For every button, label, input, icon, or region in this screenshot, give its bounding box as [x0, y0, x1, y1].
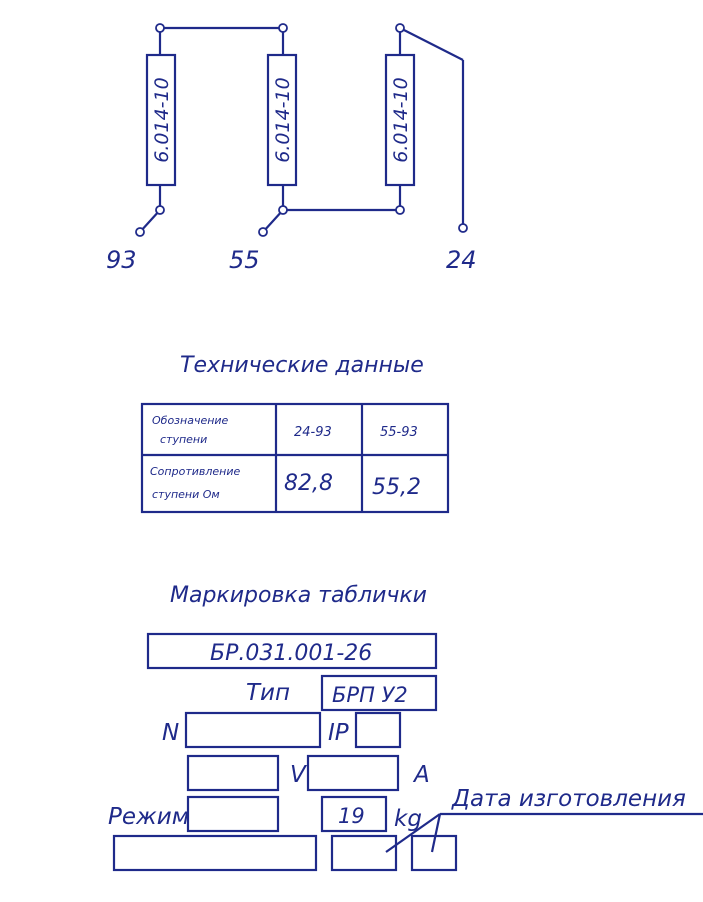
part-number-text: БР.031.001-26	[210, 641, 373, 666]
nameplate-section	[108, 583, 703, 870]
node	[156, 206, 164, 214]
mode-field-box	[188, 797, 278, 831]
node	[279, 24, 287, 32]
resistor-2-label: 6.014-10	[272, 77, 294, 163]
terminal-node-24	[459, 224, 467, 232]
manufacture-date-label: Дата изготовления	[452, 786, 686, 812]
node	[396, 24, 404, 32]
mass-value: 19	[338, 804, 365, 828]
row2-header-line1: Сопротивление	[150, 465, 241, 478]
type-value: БРП У2	[332, 683, 408, 707]
terminal-label-55: 55	[229, 246, 260, 274]
ip-field-box	[356, 713, 400, 747]
row2-value-2: 55,2	[372, 475, 421, 500]
row1-header-line2: ступени	[160, 433, 208, 446]
mass-unit: kg	[394, 806, 422, 832]
row1-value-2: 55-93	[380, 425, 418, 440]
month-box	[332, 836, 396, 870]
terminal-node-55	[259, 228, 267, 236]
resistor-3-label: 6.014-10	[390, 77, 412, 163]
resistor-schematic	[106, 24, 477, 274]
mode-label: Режим	[108, 804, 190, 830]
n-field-box	[186, 713, 320, 747]
terminal-label-24: 24	[446, 246, 477, 274]
ip-label: IP	[328, 720, 349, 746]
row1-value-1: 24-93	[294, 425, 332, 440]
v-label: V	[290, 762, 306, 788]
technical-data-title: Технические данные	[180, 353, 424, 378]
technical-data-section	[142, 353, 448, 512]
nameplate-title: Маркировка таблички	[170, 583, 427, 608]
type-label: Тип	[246, 680, 291, 706]
terminal-node-93	[136, 228, 144, 236]
current-field-box	[308, 756, 398, 790]
node	[279, 206, 287, 214]
row2-value-1: 82,8	[284, 471, 333, 496]
resistor-1-label: 6.014-10	[151, 77, 173, 163]
row1-header-line1: Обозначение	[152, 414, 229, 427]
terminal-label-93: 93	[106, 246, 137, 274]
voltage-field-box	[188, 756, 278, 790]
node	[156, 24, 164, 32]
a-label: A	[414, 762, 430, 788]
n-label: N	[162, 720, 180, 746]
serial-number-box	[114, 836, 316, 870]
row2-header-line2: ступени Ом	[152, 488, 220, 501]
node	[396, 206, 404, 214]
